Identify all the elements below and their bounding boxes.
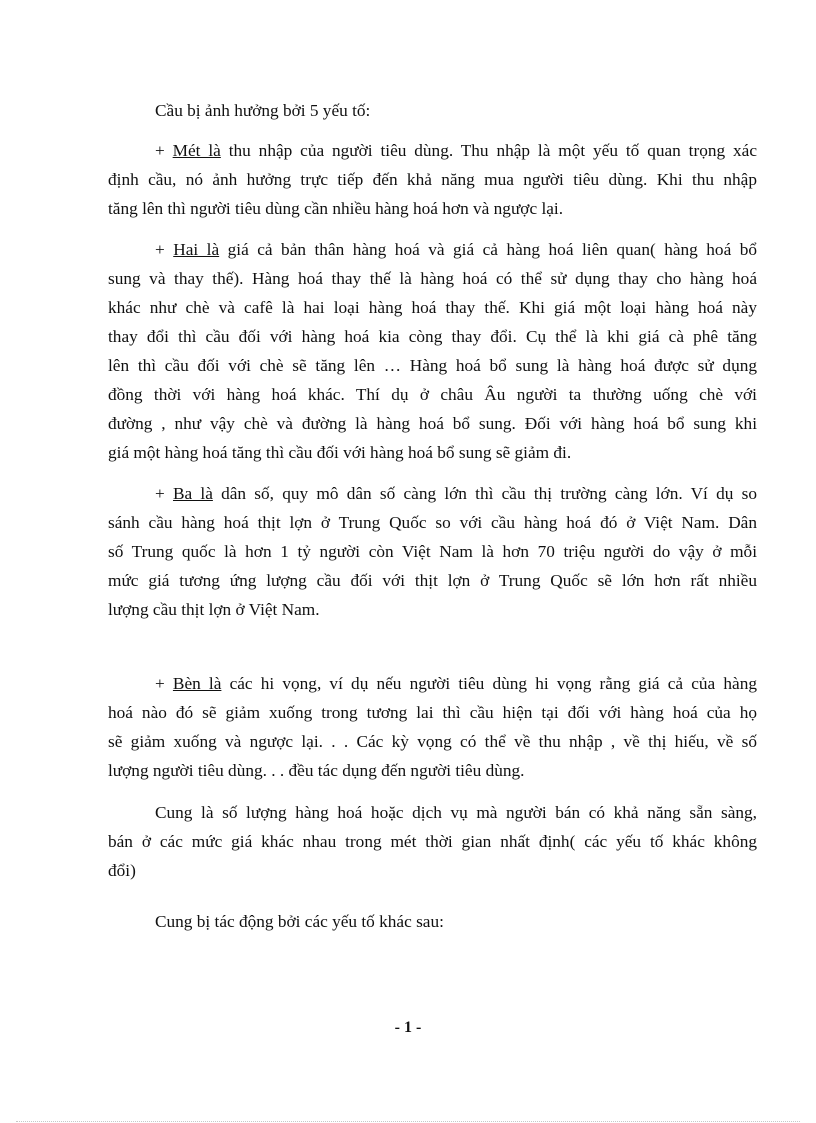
- text-line: lượng người tiêu dùng. . . đều tác dụng đến người tiêu dùng.: [108, 761, 525, 780]
- text-line: hoá nào đó sẽ giảm xuống trong tương lai thì cầu hiện tại đối với hàng hoá của họ: [108, 703, 757, 722]
- paragraph: [108, 479, 757, 624]
- text-line: sung và thay thế). Hàng hoá thay thế là hàng hoá có thể sử dụng thay cho hàng hoá: [108, 269, 757, 288]
- line-text: thu nhập của người tiêu dùng. Thu nhập là một yếu tố quan trọng xác: [220, 141, 758, 160]
- line-text: dân số, quy mô dân số càng lớn thì cầu thị trường càng lớn. Ví dụ so: [212, 484, 757, 503]
- paragraph: [108, 798, 757, 885]
- text-line: Cung là số lượng hàng hoá hoặc dịch vụ mà người bán có khả năng sẵn sàng,: [155, 803, 757, 822]
- text-line: tăng lên thì người tiêu dùng cần nhiều hàng hoá hơn và ngược lại.: [108, 199, 564, 218]
- text-line: định cầu, nó ảnh hưởng trực tiếp đến khả năng mua người tiêu dùng. Khi thu nhập: [108, 170, 757, 189]
- line-text: giá cả bản thân hàng hoá và giá cả hàng hoá liên quan( hàng hoá bổ: [219, 240, 757, 259]
- page-number: - 1 -: [394, 1019, 422, 1036]
- text-line: [108, 669, 757, 698]
- document-page: [108, 96, 757, 936]
- line-text: các hi vọng, ví dụ nếu người tiêu dùng hi vọng rằng giá cả của hàng: [221, 674, 757, 693]
- bullet-prefix: +: [155, 141, 173, 160]
- text-line: sánh cầu hàng hoá thịt lợn ở Trung Quốc so với cầu hàng hoá đó ở Việt Nam. Dân: [108, 513, 757, 532]
- paragraph: [108, 669, 757, 785]
- text-line: khác như chè và cafê là hai loại hàng hoá thay thế. Khi giá một loại hàng hoá này: [108, 298, 757, 317]
- text-line: số Trung quốc là hơn 1 tỷ người còn Việt Nam là hơn 70 triệu người do vậy ở mỗi: [108, 542, 757, 561]
- text-line: giá một hàng hoá tăng thì cầu đối với hàng hoá bổ sung sẽ giảm đi.: [108, 443, 572, 462]
- bullet-prefix: +: [155, 674, 173, 693]
- underlined-lead: Bèn là: [172, 674, 222, 693]
- text-line: đổi): [108, 861, 136, 880]
- text-line: Cung bị tác động bởi các yếu tố khác sau:: [155, 912, 444, 931]
- text-line: [108, 235, 757, 264]
- paragraph: [108, 96, 757, 125]
- text-line: [108, 479, 757, 508]
- paragraph: [108, 235, 757, 467]
- bullet-prefix: +: [155, 484, 173, 503]
- text-line: lượng cầu thịt lợn ở Việt Nam.: [108, 600, 320, 619]
- text-line: [108, 136, 757, 165]
- text-line: lên thì cầu đối với chè sẽ tăng lên … Hàng hoá bổ sung là hàng hoá được sử dụng: [108, 356, 757, 375]
- text-line: sẽ giảm xuống và ngược lại. . . Các kỳ vọng có thể về thu nhập , về thị hiếu, về số: [108, 732, 757, 751]
- bullet-prefix: +: [155, 240, 174, 259]
- text-line: bán ở các mức giá khác nhau trong mét thời gian nhất định( các yếu tố khác không: [108, 832, 757, 851]
- page-boundary-divider: [16, 1121, 800, 1122]
- underlined-lead: Mét là: [172, 141, 221, 160]
- underlined-lead: Ba là: [172, 484, 213, 503]
- text-line: thay đổi thì cầu đối với hàng hoá kia còng thay đổi. Cụ thể là khi giá cà phê tăng: [108, 327, 757, 346]
- text-line: đường , như vậy chè và đường là hàng hoá bổ sung. Đối với hàng hoá bổ sung khi: [108, 414, 757, 433]
- text-line: mức giá tương ứng lượng cầu đối với thịt lợn ở Trung Quốc sẽ lớn hơn rất nhiều: [108, 571, 757, 590]
- text-line: Cầu bị ảnh hưởng bởi 5 yếu tố:: [155, 101, 371, 120]
- paragraph: [108, 136, 757, 223]
- paragraph: [108, 907, 757, 936]
- text-line: đồng thời với hàng hoá khác. Thí dụ ở châu Âu người ta thường uống chè với: [108, 385, 757, 404]
- underlined-lead: Hai là: [173, 240, 220, 259]
